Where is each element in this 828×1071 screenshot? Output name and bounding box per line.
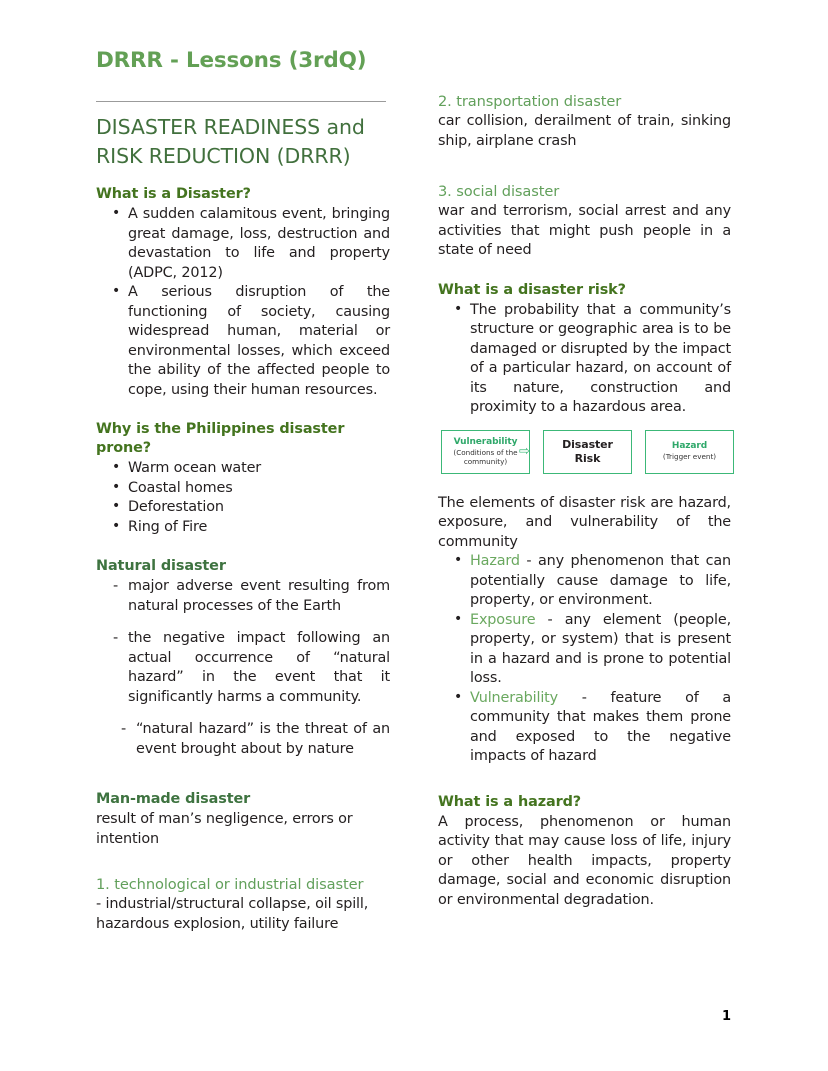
spacer (438, 261, 731, 281)
list-item: • Deforestation (96, 498, 390, 518)
elements-of-disaster-risk-text: The elements of disaster risk are hazard, exposure, and vulnerability of the community (438, 494, 731, 550)
keyword-vulnerability: Vulnerability (470, 689, 559, 706)
elements-list (438, 552, 731, 767)
diagram-box-vulnerability-title: Vulnerability (453, 436, 518, 447)
section-heading-what-is-a-disaster: What is a Disaster? (96, 186, 251, 202)
section-heading-man-made-disaster: Man-made disaster (96, 791, 251, 807)
list-item: • Ring of Fire (96, 518, 390, 538)
document-title: DRRR - Lessons (3rdQ) (96, 48, 367, 73)
natural-disaster-list (96, 577, 390, 616)
section-heading-social-disaster: 3. social disaster (438, 183, 560, 200)
diagram-box-vulnerability-subtitle: (Conditions of the community) (453, 447, 518, 466)
diagram-box-hazard (645, 430, 734, 474)
social-disaster-text: war and terrorism, social arrest and any activities that might push people in a state of need (438, 203, 731, 258)
disaster-risk-list (438, 301, 731, 418)
section-heading-technological-disaster: 1. technological or industrial disaster (96, 876, 364, 893)
transportation-disaster-text: car collision, derailment of train, sinking ship, airplane crash (438, 113, 731, 149)
spacer (96, 616, 390, 629)
section-heading-why-philippines-disaster-prone: Why is the Philippines disaster prone? (96, 421, 345, 456)
list-item (438, 611, 731, 689)
right-column (438, 92, 731, 910)
natural-disaster-list-3 (96, 720, 390, 759)
hazard-definition-text: A process, phenomenon or human activity that may cause loss of life, injury or other health impacts, property damage, social and economic disruption or environmental degradation. (438, 813, 731, 908)
man-made-disaster-text: result of man’s negligence, errors or intention (96, 811, 353, 847)
diagram-box-hazard-subtitle: (Trigger event) (662, 452, 717, 462)
left-column (96, 92, 390, 934)
diagram-box-disaster-risk-line1: Disaster (562, 437, 613, 451)
page-title: DISASTER READINESS and RISK REDUCTION (DRRR) (96, 115, 365, 168)
spacer (96, 707, 390, 720)
spacer (438, 474, 731, 494)
list-item: • Coastal homes (96, 479, 390, 499)
list-item: • The probability that a community’s structure or geographic area is to be damaged or disrupted by the impact of a particular hazard, on account of its nature, construction and proximity to a hazardous area. (438, 301, 731, 418)
philippines-reasons-list (96, 459, 390, 537)
list-item: - “natural hazard” is the threat of an event brought about by nature (96, 720, 390, 759)
spacer (96, 759, 390, 790)
diagram-box-hazard-title: Hazard (671, 441, 708, 452)
natural-disaster-list-2 (96, 629, 390, 707)
list-item (438, 552, 731, 611)
section-heading-what-is-a-hazard: What is a hazard? (438, 793, 582, 810)
spacer (438, 767, 731, 793)
spacer (96, 400, 390, 420)
list-item: • A serious disruption of the functioning of society, causing widespread human, material or environmental losses, which exceed the ability of the affected people to cope, using their human resources. (96, 283, 390, 400)
disaster-definition-list (96, 205, 390, 400)
arrow-right-icon: ⇨ (519, 443, 530, 459)
keyword-exposure: Exposure (470, 611, 536, 628)
list-item-text: - any element (people, property, or system) that is present in a hazard and is prone to potential loss. (470, 611, 731, 686)
disaster-risk-diagram (441, 430, 734, 474)
list-item-text: - feature of a community that makes them prone and exposed to the negative impacts of hazard (470, 689, 731, 764)
spacer (96, 849, 390, 875)
diagram-box-disaster-risk-line2: Risk (574, 451, 601, 465)
spacer (438, 151, 731, 182)
list-item: - the negative impact following an actual occurrence of “natural hazard” in the event that it significantly harms a community. (96, 629, 390, 707)
keyword-hazard: Hazard (470, 553, 520, 569)
page-number: 1 (721, 1009, 731, 1024)
diagram-box-vulnerability (441, 430, 530, 474)
list-item-text: - any phenomenon that can potentially cause damage to life, property, or environment. (470, 553, 731, 608)
list-item: • Warm ocean water (96, 459, 390, 479)
technological-disaster-text: - industrial/structural collapse, oil spill, hazardous explosion, utility failure (96, 896, 369, 932)
section-heading-natural-disaster: Natural disaster (96, 558, 226, 574)
spacer (96, 537, 390, 557)
list-item (438, 689, 731, 767)
section-heading-transportation-disaster: 2. transportation disaster (438, 93, 622, 110)
diagram-box-disaster-risk (543, 430, 632, 474)
list-item: • A sudden calamitous event, bringing great damage, loss, destruction and devastation to life and property (ADPC, 2012) (96, 205, 390, 283)
list-item: - major adverse event resulting from natural processes of the Earth (96, 577, 390, 616)
section-heading-what-is-disaster-risk: What is a disaster risk? (438, 281, 626, 298)
header-divider (96, 101, 386, 102)
